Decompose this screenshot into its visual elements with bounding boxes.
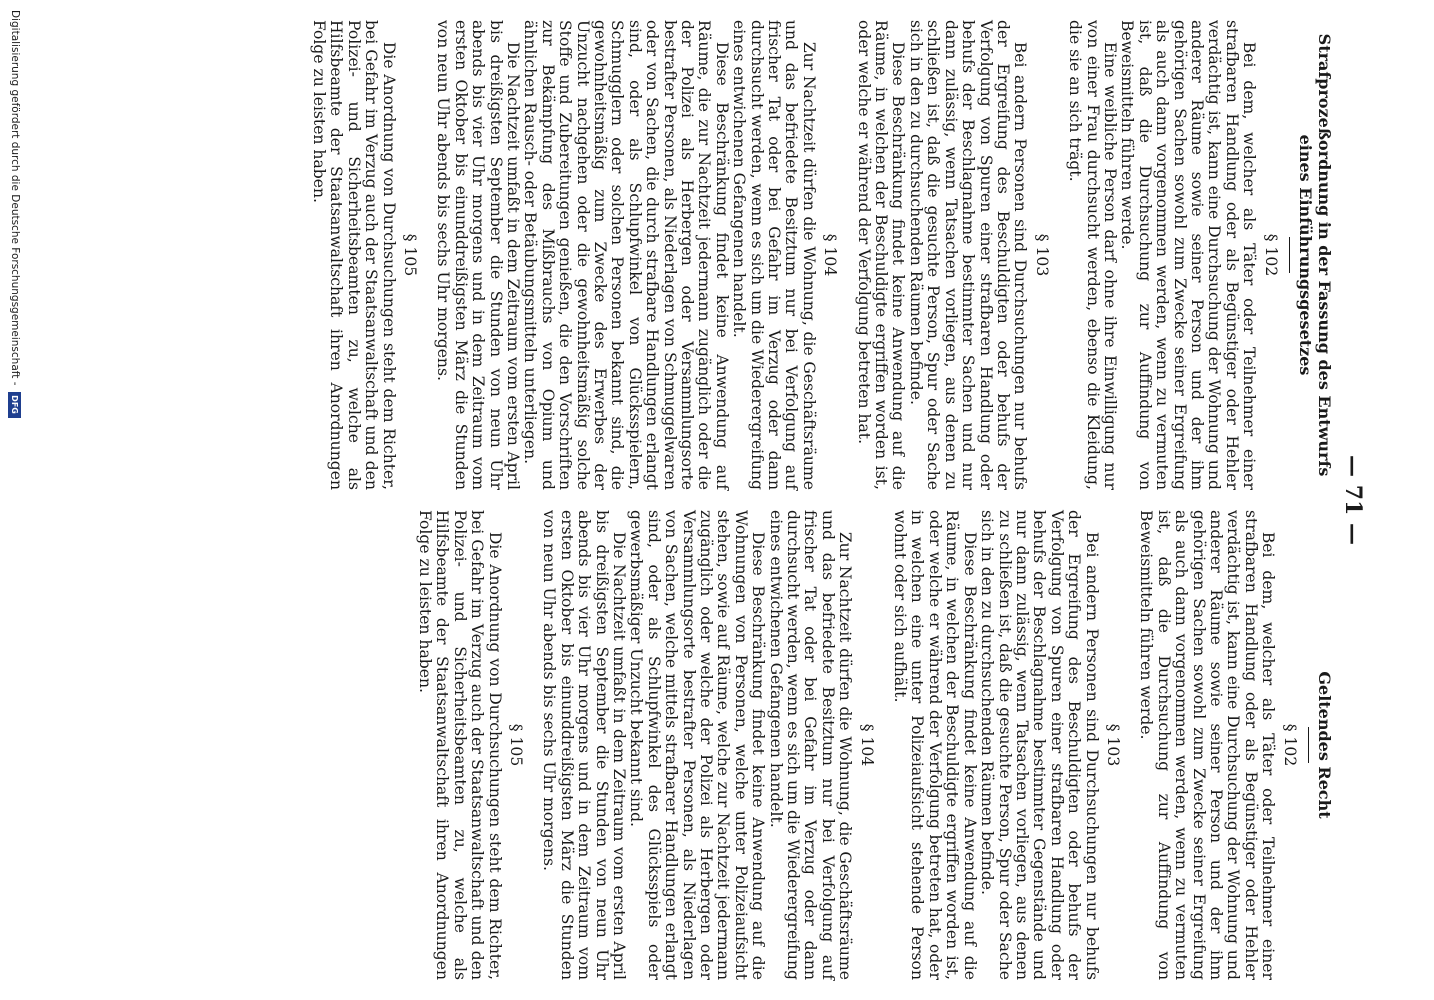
paragraph: Bei andern Personen sind Durchsuchungen nur behufs der Ergreifung des Beschuldigten oder behufs der Verfolgung von Spuren einer strafbaren Handlung oder behufs der Beschlagnahme bestimmter Sachen und nur dann zulässig, wenn Tatsachen vorliegen, aus denen zu schließen ist, daß die gesuchte Person, Spur oder Sache sich in den zu durchsuchenden Räumen befinde. <box>906 20 1030 490</box>
paragraph: Diese Beschränkung findet keine Anwendung auf die Wohnungen von Personen, welche unter Polizeiaufsicht stehen, sowie auf Räume, welche zur Nachtzeit jedermann zugänglich oder welche der Polizei als Herbergen oder Versammlungsorte bestrafter Personen, als Niederlagen von Sachen, welche mittels strafbarer Handlungen erlangt sind, oder als Schlupfwinkel des Glücksspiels oder gewerbsmäßiger Unzucht bekannt sind. <box>627 510 768 980</box>
paragraph: Zur Nachtzeit dürfen die Wohnung, die Geschäftsräume und das befriedete Besitztum nur bei Verfolgung auf frischer Tat oder bei Gefahr im Verzug oder dann durchsucht werden, wenn es sich um die Wiederergreifung eines entwichenen Gefangenen handelt. <box>766 510 855 980</box>
paragraph: Eine weibliche Person darf ohne ihre Einwilligung nur von einer Frau durchsucht werden, ebenso die Kleidung, die sie an sich trägt. <box>1066 20 1119 490</box>
digitization-footer <box>8 10 21 990</box>
left-column <box>309 20 1334 490</box>
left-column-title: Strafprozeßordnung in der Fassung des Entwurfs eines Einführungsgesetzes <box>1296 33 1334 477</box>
section-heading: § 102 <box>1261 233 1280 277</box>
section-heading: § 105 <box>506 723 525 767</box>
section-heading: § 104 <box>821 233 840 277</box>
title-divider <box>1289 237 1290 273</box>
paragraph: Die Nachtzeit umfaßt in dem Zeitraum vom ersten April bis dreißigsten September die Stunden von neun Uhr abends bis vier Uhr morgens und in dem Zeitraum vom ersten Oktober bis einunddreißigsten März die Stunden von neun Uhr abends bis sechs Uhr morgens. <box>540 510 628 980</box>
footer-text: Digitalisierung gefördert durch die Deutsche Forschungsgemeinschaft - <box>9 10 21 386</box>
paragraph: Die Anordnung von Durchsuchungen steht dem Richter, bei Gefahr im Verzug auch der Staatsanwaltschaft und den Polizei- und Sicherheitsbeamten zu, welche als Hilfsbeamte der Staatsanwaltschaft ihren Anordnungen Folge zu leisten haben. <box>309 20 398 490</box>
paragraph: Die Nachtzeit umfaßt in dem Zeitraum vom ersten April bis dreißigsten September die Stunden von neun Uhr abends bis vier Uhr morgens und in dem Zeitraum vom ersten Oktober bis einunddreißigsten März die Stunden von neun Uhr abends bis sechs Uhr morgens. <box>434 20 522 490</box>
title-divider <box>1308 727 1309 763</box>
paragraph: Zur Nachtzeit dürfen die Wohnung, die Geschäftsräume und das befriedete Besitztum nur bei Verfolgung auf frischer Tat oder bei Gefahr im Verzug oder dann durchsucht werden, wenn es sich um die Wiederergreifung eines entwichenen Gefangenen handelt. <box>730 20 818 490</box>
paragraph: Die Anordnung von Durchsuchungen steht dem Richter, bei Gefahr im Verzug auch der Staatsanwaltschaft und den Polizei- und Sicherheitsbeamten zu, welche als Hilfsbeamte der Staatsanwaltschaft ihren Anordnungen Folge zu leisten haben. <box>415 510 504 980</box>
section-heading: § 103 <box>1032 233 1051 277</box>
right-column <box>416 510 1334 980</box>
paragraph: Diese Beschränkung findet keine Anwendung auf Räume, die zur Nachtzeit jedermann zugänglich oder die der Polizei als Herbergen oder Versammlungsorte bestrafter Personen, als Niederlagen von Schmuggelwaren oder von Sachen, die durch strafbare Handlungen erlangt sind, oder als Schlupfwinkel von Glücksspielern, Schmugglern oder solchen Personen bekannt sind, die gewohnheitsmäßig zum Zwecke des Erwerbes der Unzucht nachgehen oder die gewohnheitsmäßig solche Stoffe und Zubereitungen genießen, die den Vorschriften zur Bekämpfung des Mißbrauchs von Opium und ähnlichen Rausch- oder Betäubungsmitteln unterliegen. <box>521 20 731 490</box>
section-heading: § 102 <box>1280 723 1299 767</box>
right-column-title: Geltendes Recht <box>1315 671 1334 819</box>
section-heading: § 104 <box>857 723 876 767</box>
paragraph: Bei dem, welcher als Täter oder Teilnehmer einer strafbaren Handlung oder als Begünstiger oder Hehler verdächtig ist, kann eine Durchsuchung der Wohnung und anderer Räume sowie seiner Person und der ihm gehörigen Sachen sowohl zum Zwecke seiner Ergreifung als auch dann vorgenommen werden, wenn zu vermuten ist, daß die Durchsuchung zur Auffindung von Beweismitteln führen werde. <box>1118 20 1259 490</box>
page-number: — 71 — <box>1340 455 1366 545</box>
dfg-logo-icon: DFG <box>8 392 21 418</box>
paragraph: Bei dem, welcher als Täter oder Teilnehmer einer strafbaren Handlung oder als Begünstiger oder Hehler verdächtig ist, kann eine Durchsuchung der Wohnung und anderer Räume sowie seiner Person und der ihm gehörigen Sachen sowohl zum Zwecke seiner Ergreifung als auch dann vorgenommen werden, wenn zu vermuten ist, daß die Durchsuchung zur Auffindung von Beweismitteln führen werde. <box>1137 510 1278 980</box>
paragraph: Diese Beschränkung findet keine Anwendung auf die Räume, in welchen der Beschuldigte ergriffen worden ist, oder welche er während der Verfolgung betreten hat, oder in welchen eine unter Polizeiaufsicht stehende Person wohnt oder sich aufhält. <box>891 510 979 980</box>
paragraph: Diese Beschränkung findet keine Anwendung auf die Räume, in welchen der Beschuldigte ergriffen worden ist, oder welche er während der Verfolgung betreten hat. <box>854 20 908 490</box>
paragraph: Bei andern Personen sind Durchsuchungen nur behufs der Ergreifung des Beschuldigten oder behufs der Verfolgung von Spuren einer strafbaren Handlung oder behufs der Beschlagnahme bestimmter Gegenstände und nur dann zulässig, wenn Tatsachen vorliegen, aus denen zu schließen ist, daß die gesuchte Person, Spur oder Sache sich in den zu durchsuchenden Räumen befinde. <box>978 510 1101 980</box>
section-heading: § 105 <box>400 233 419 277</box>
section-heading: § 103 <box>1103 723 1122 767</box>
